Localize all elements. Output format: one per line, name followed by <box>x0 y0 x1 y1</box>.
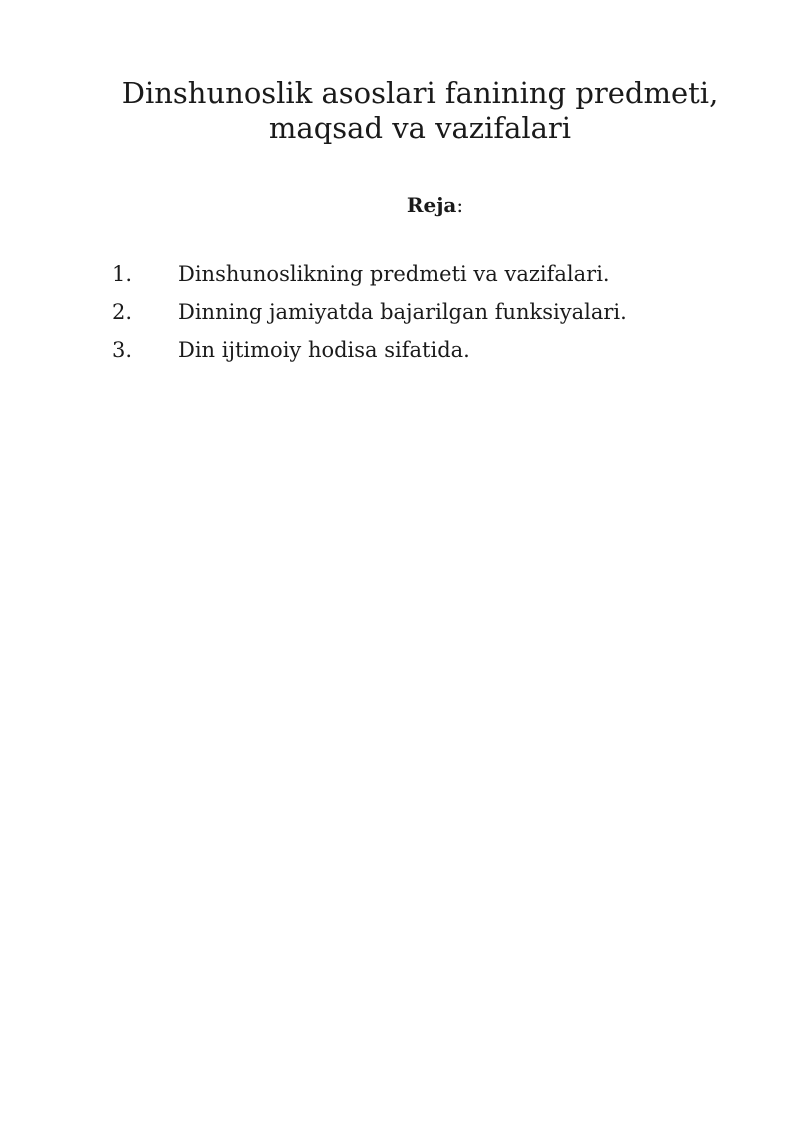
plan-item <box>112 335 627 373</box>
title-line-1: Dinshunoslik asoslari fanining predmeti, <box>121 76 719 110</box>
document-title <box>100 76 740 146</box>
plan-item-number: 1. <box>112 262 133 286</box>
plan-list <box>112 259 627 373</box>
plan-label: Reja <box>406 193 457 217</box>
plan-heading <box>300 192 570 218</box>
title-line-2: maqsad va vazifalari <box>268 111 572 145</box>
plan-item-text: Dinning jamiyatda bajarilgan funksiyalari. <box>178 300 627 324</box>
plan-item-text: Din ijtimoiy hodisa sifatida. <box>178 338 470 362</box>
plan-item <box>112 259 627 297</box>
plan-item-number: 3. <box>112 338 133 362</box>
plan-item <box>112 297 627 335</box>
plan-item-number: 2. <box>112 300 133 324</box>
plan-colon: : <box>456 193 464 217</box>
plan-item-text: Dinshunoslikning predmeti va vazifalari. <box>178 262 610 286</box>
